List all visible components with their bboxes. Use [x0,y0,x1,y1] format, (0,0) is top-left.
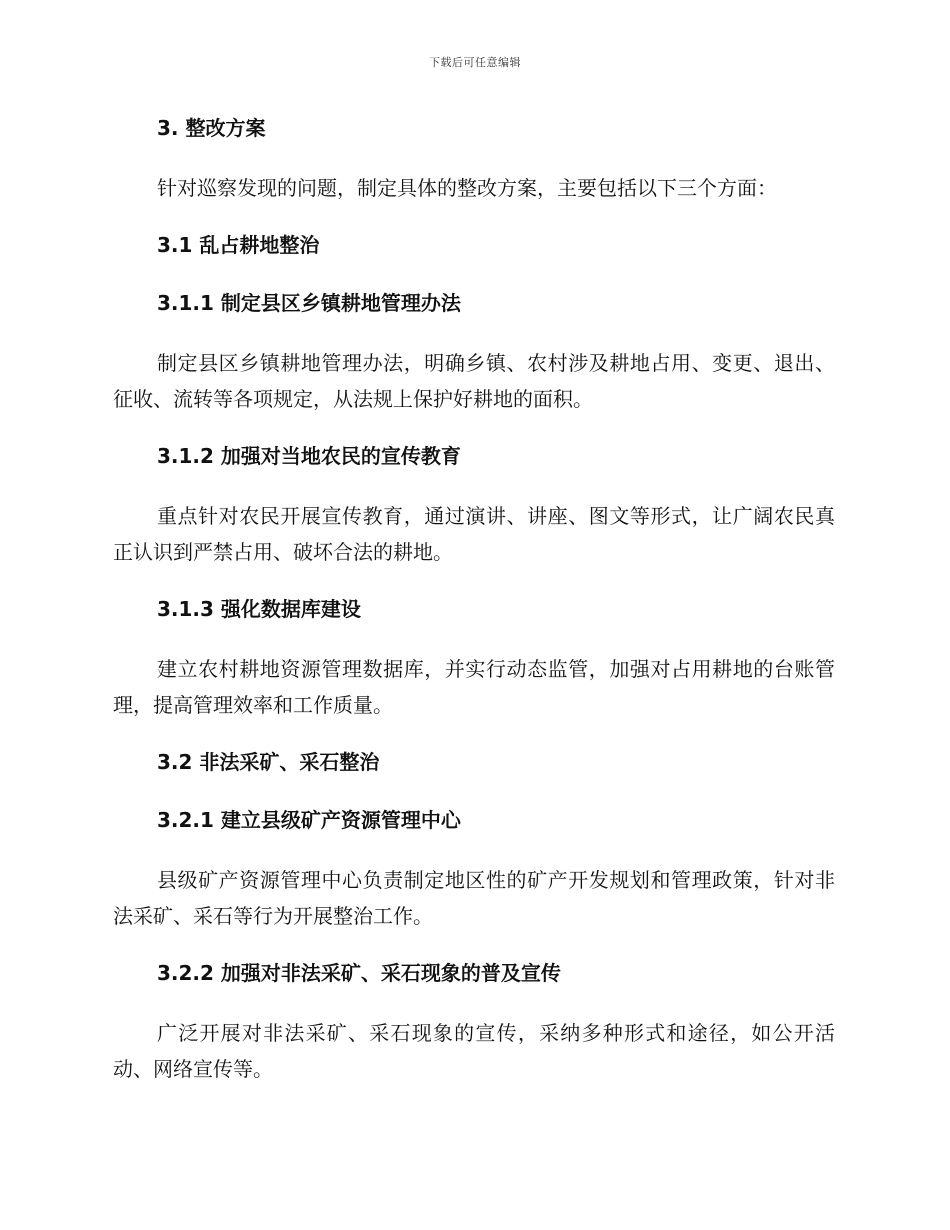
section-heading-3-1-3: 3.1.3 强化数据库建设 [157,597,361,621]
paragraph-3-1-2: 重点针对农民开展宣传教育，通过演讲、讲座、图文等形式，让广阔农民真正认识到严禁占用、破坏合法的耕地。 [113,504,835,564]
section-heading-3-1-1: 3.1.1 制定县区乡镇耕地管理办法 [157,291,461,315]
paragraph-3-2-2: 广泛开展对非法采矿、采石现象的宣传，采纳多种形式和途径，如公开活动、网络宣传等。 [113,1021,835,1081]
paragraph-3-1-3: 建立农村耕地资源管理数据库，并实行动态监管，加强对占用耕地的台账管理，提高管理效率和工作质量。 [113,657,835,717]
section-heading-3-1: 3.1 乱占耕地整治 [157,233,320,257]
document-body [113,112,835,1087]
section-heading-3: 3. 整改方案 [157,116,266,140]
section-heading-3-2-1: 3.2.1 建立县级矿产资源管理中心 [157,808,461,832]
paragraph-3-1-1: 制定县区乡镇耕地管理办法，明确乡镇、农村涉及耕地占用、变更、退出、征收、流转等各项规定，从法规上保护好耕地的面积。 [113,351,835,411]
section-heading-3-2-2: 3.2.2 加强对非法采矿、采石现象的普及宣传 [157,961,561,985]
page-header-note: 下载后可任意编辑 [429,56,521,69]
intro-paragraph: 针对巡察发现的问题，制定具体的整改方案，主要包括以下三个方面： [157,176,777,200]
paragraph-3-2-1: 县级矿产资源管理中心负责制定地区性的矿产开发规划和管理政策，针对非法采矿、采石等行为开展整治工作。 [113,868,835,928]
section-heading-3-1-2: 3.1.2 加强对当地农民的宣传教育 [157,444,461,468]
section-heading-3-2: 3.2 非法采矿、采石整治 [157,750,380,774]
